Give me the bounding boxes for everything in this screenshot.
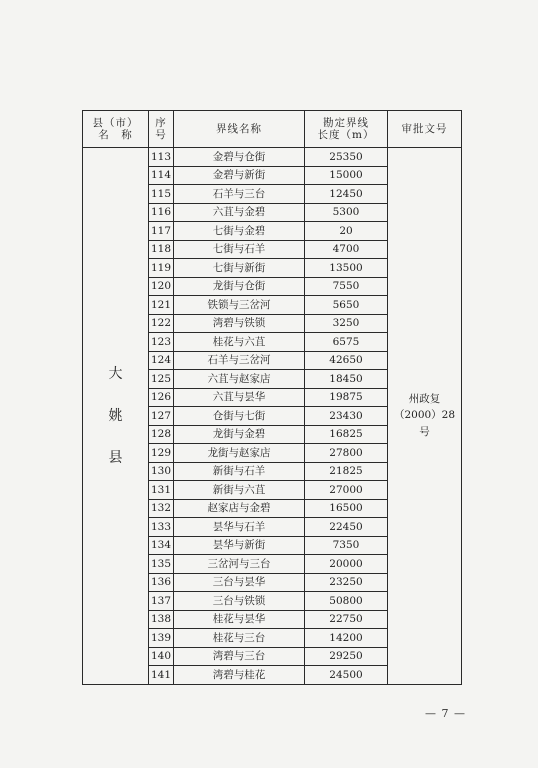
boundary-name-cell: 石羊与三台 [174, 185, 305, 204]
county-name-char: 县 [108, 449, 123, 466]
boundary-length-cell: 6575 [305, 333, 388, 352]
boundary-name-cell: 六苴与赵家店 [174, 370, 305, 389]
header-length-line2: 长度（m） [317, 129, 375, 141]
boundary-length-cell: 25350 [305, 148, 388, 167]
boundary-name-cell: 三岔河与三台 [174, 555, 305, 574]
boundary-table [82, 110, 462, 685]
seq-cell: 124 [149, 351, 174, 370]
boundary-length-cell: 50800 [305, 592, 388, 611]
boundary-length-cell: 18450 [305, 370, 388, 389]
boundary-length-cell: 15000 [305, 166, 388, 185]
boundary-name-cell: 桂花与昙华 [174, 610, 305, 629]
boundary-length-cell: 20000 [305, 555, 388, 574]
seq-cell: 121 [149, 296, 174, 315]
seq-cell: 138 [149, 610, 174, 629]
boundary-name-cell: 金碧与仓街 [174, 148, 305, 167]
boundary-length-cell: 16500 [305, 499, 388, 518]
boundary-length-cell: 5650 [305, 296, 388, 315]
seq-cell: 141 [149, 666, 174, 685]
boundary-name-cell: 金碧与新街 [174, 166, 305, 185]
boundary-name-cell: 石羊与三岔河 [174, 351, 305, 370]
boundary-name-cell: 龙街与仓街 [174, 277, 305, 296]
seq-cell: 118 [149, 240, 174, 259]
boundary-length-cell: 24500 [305, 666, 388, 685]
seq-cell: 117 [149, 222, 174, 241]
boundary-name-cell: 仓街与七街 [174, 407, 305, 426]
boundary-name-cell: 七街与石羊 [174, 240, 305, 259]
boundary-name-cell: 桂花与三台 [174, 629, 305, 648]
boundary-length-cell: 14200 [305, 629, 388, 648]
boundary-length-cell: 12450 [305, 185, 388, 204]
seq-cell: 139 [149, 629, 174, 648]
boundary-name-cell: 新街与石羊 [174, 462, 305, 481]
boundary-name-cell: 铁锁与三岔河 [174, 296, 305, 315]
boundary-length-cell: 22750 [305, 610, 388, 629]
boundary-length-cell: 23430 [305, 407, 388, 426]
boundary-length-cell: 19875 [305, 388, 388, 407]
header-county-line2: 名 称 [98, 129, 133, 141]
table-header [83, 111, 462, 148]
seq-cell: 122 [149, 314, 174, 333]
table-body [83, 148, 462, 685]
boundary-length-cell: 27800 [305, 444, 388, 463]
boundary-name-cell: 昙华与新街 [174, 536, 305, 555]
boundary-length-cell: 42650 [305, 351, 388, 370]
county-name-char: 大 [108, 365, 123, 382]
boundary-name-cell: 六苴与昙华 [174, 388, 305, 407]
boundary-name-cell: 六苴与金碧 [174, 203, 305, 222]
seq-cell: 132 [149, 499, 174, 518]
boundary-length-cell: 13500 [305, 259, 388, 278]
header-name [174, 111, 305, 148]
boundary-name-cell: 湾碧与桂花 [174, 666, 305, 685]
seq-cell: 137 [149, 592, 174, 611]
boundary-length-cell: 20 [305, 222, 388, 241]
boundary-length-cell: 21825 [305, 462, 388, 481]
seq-cell: 113 [149, 148, 174, 167]
seq-cell: 115 [149, 185, 174, 204]
boundary-name-cell: 三台与昙华 [174, 573, 305, 592]
boundary-name-cell: 龙街与金碧 [174, 425, 305, 444]
boundary-length-cell: 23250 [305, 573, 388, 592]
header-county [83, 111, 149, 148]
header-name-label: 界线名称 [216, 122, 262, 135]
header-doc [388, 111, 462, 148]
boundary-length-cell: 16825 [305, 425, 388, 444]
page-number: — 7 — [425, 707, 466, 720]
header-seq-line1: 序 [155, 116, 167, 129]
seq-cell: 130 [149, 462, 174, 481]
seq-cell: 119 [149, 259, 174, 278]
boundary-name-cell: 七街与新街 [174, 259, 305, 278]
approval-doc-line: （2000）28 [393, 409, 456, 422]
boundary-name-cell: 新街与六苴 [174, 481, 305, 500]
seq-cell: 133 [149, 518, 174, 537]
boundary-length-cell: 29250 [305, 647, 388, 666]
header-county-line1: 县（市） [92, 116, 139, 129]
header-length-line1: 勘定界线 [323, 116, 369, 129]
header-seq [149, 111, 174, 148]
seq-cell: 125 [149, 370, 174, 389]
seq-cell: 135 [149, 555, 174, 574]
header-row [83, 111, 462, 148]
seq-cell: 127 [149, 407, 174, 426]
seq-cell: 129 [149, 444, 174, 463]
seq-cell: 136 [149, 573, 174, 592]
header-doc-label: 审批文号 [401, 122, 448, 135]
boundary-length-cell: 22450 [305, 518, 388, 537]
boundary-name-cell: 昙华与石羊 [174, 518, 305, 537]
boundary-length-cell: 3250 [305, 314, 388, 333]
seq-cell: 140 [149, 647, 174, 666]
boundary-length-cell: 7550 [305, 277, 388, 296]
approval-doc-line: 号 [419, 426, 430, 439]
seq-cell: 131 [149, 481, 174, 500]
boundary-name-cell: 湾碧与铁锁 [174, 314, 305, 333]
county-name-cell [83, 148, 149, 685]
approval-doc-cell [388, 148, 462, 685]
seq-cell: 123 [149, 333, 174, 352]
boundary-length-cell: 4700 [305, 240, 388, 259]
boundary-length-cell: 5300 [305, 203, 388, 222]
boundary-name-cell: 赵家店与金碧 [174, 499, 305, 518]
seq-cell: 134 [149, 536, 174, 555]
header-length [305, 111, 388, 148]
seq-cell: 120 [149, 277, 174, 296]
boundary-name-cell: 龙街与赵家店 [174, 444, 305, 463]
boundary-name-cell: 三台与铁锁 [174, 592, 305, 611]
boundary-name-cell: 七街与金碧 [174, 222, 305, 241]
seq-cell: 128 [149, 425, 174, 444]
approval-doc-line: 州政复 [408, 392, 441, 405]
county-name-char: 姚 [108, 407, 123, 424]
boundary-name-cell: 湾碧与三台 [174, 647, 305, 666]
seq-cell: 114 [149, 166, 174, 185]
seq-cell: 126 [149, 388, 174, 407]
header-seq-line2: 号 [155, 129, 167, 141]
boundary-length-cell: 7350 [305, 536, 388, 555]
seq-cell: 116 [149, 203, 174, 222]
table-row [83, 148, 462, 167]
boundary-name-cell: 桂花与六苴 [174, 333, 305, 352]
boundary-length-cell: 27000 [305, 481, 388, 500]
